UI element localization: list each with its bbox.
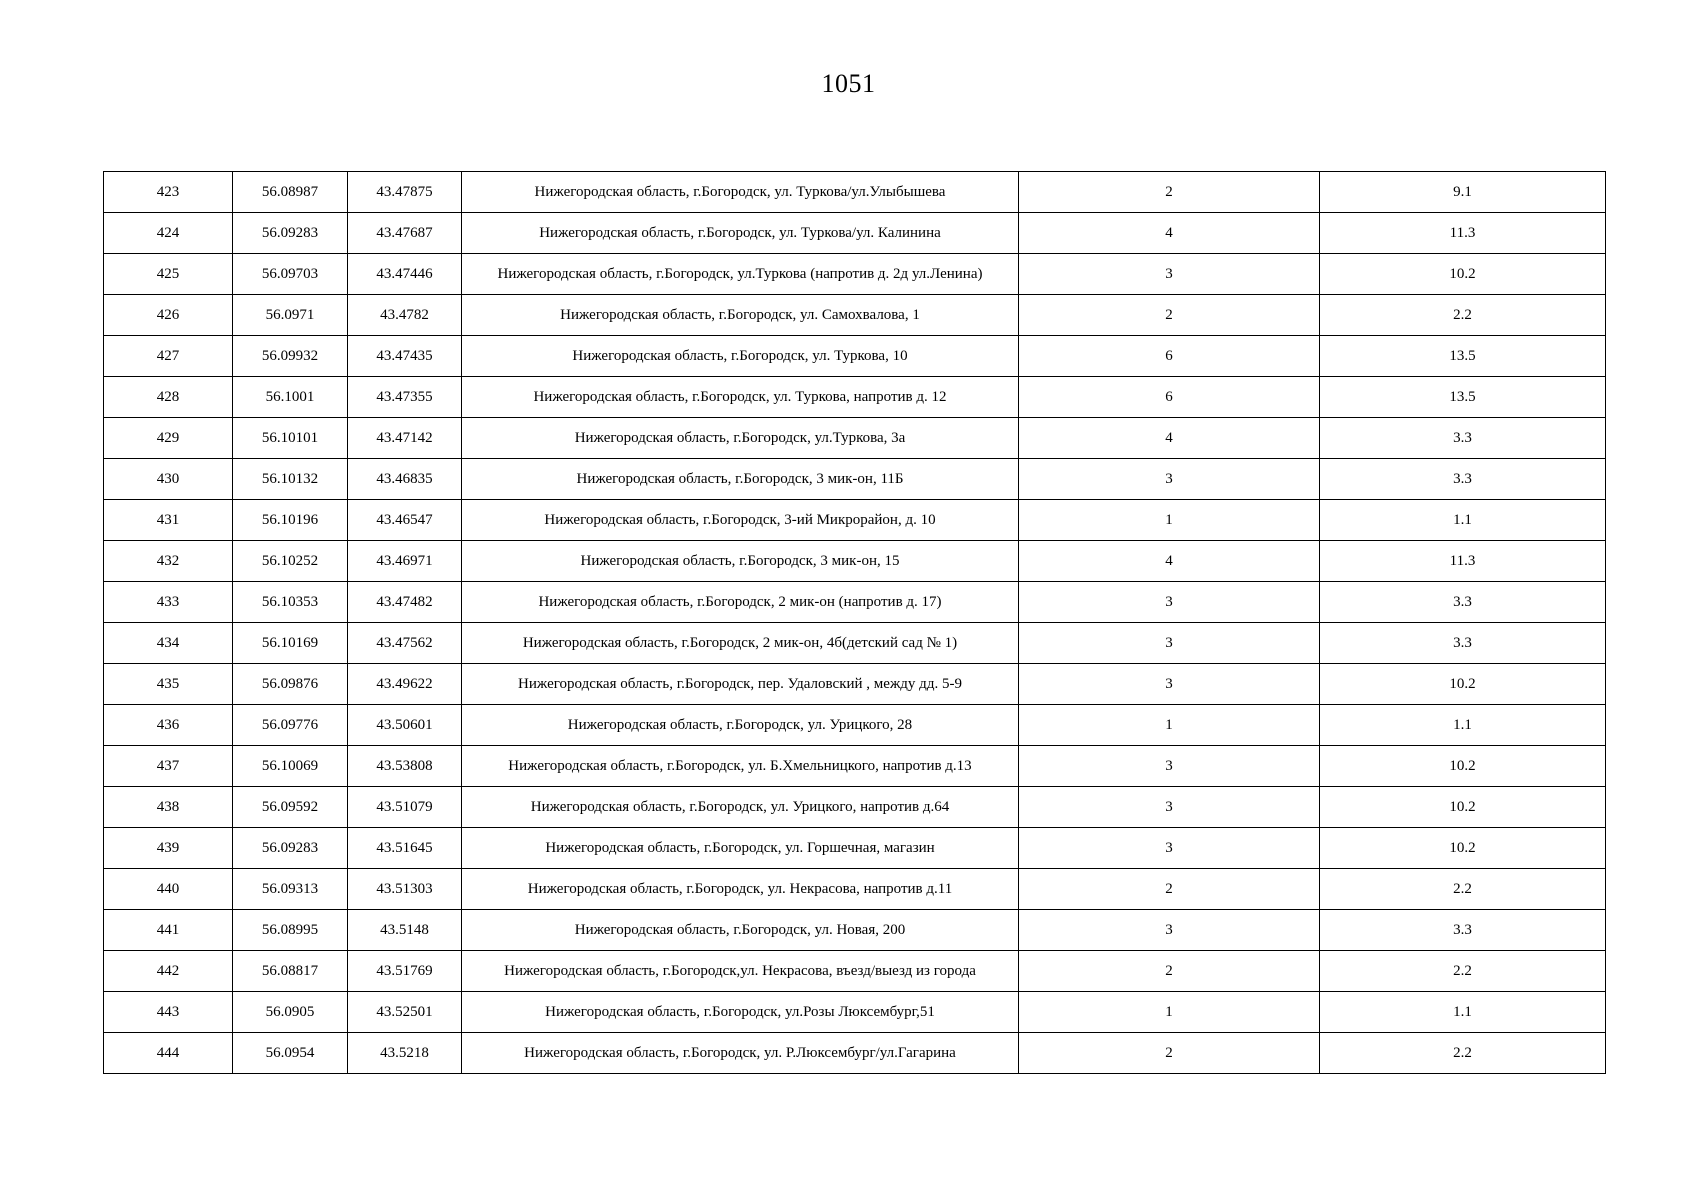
cell-count: 3 xyxy=(1019,254,1320,295)
cell-number: 434 xyxy=(104,623,233,664)
cell-longitude: 43.50601 xyxy=(348,705,462,746)
cell-number: 441 xyxy=(104,910,233,951)
cell-latitude: 56.09932 xyxy=(233,336,348,377)
cell-longitude: 43.53808 xyxy=(348,746,462,787)
cell-latitude: 56.10169 xyxy=(233,623,348,664)
cell-address: Нижегородская область, г.Богородск, ул. Горшечная, магазин xyxy=(462,828,1019,869)
cell-number: 427 xyxy=(104,336,233,377)
cell-longitude: 43.46547 xyxy=(348,500,462,541)
cell-latitude: 56.10132 xyxy=(233,459,348,500)
cell-volume: 3.3 xyxy=(1320,459,1606,500)
cell-latitude: 56.10252 xyxy=(233,541,348,582)
cell-volume: 11.3 xyxy=(1320,541,1606,582)
cell-volume: 9.1 xyxy=(1320,172,1606,213)
table-row xyxy=(104,992,1606,1033)
cell-number: 429 xyxy=(104,418,233,459)
cell-volume: 2.2 xyxy=(1320,1033,1606,1074)
cell-longitude: 43.47687 xyxy=(348,213,462,254)
cell-volume: 10.2 xyxy=(1320,828,1606,869)
cell-count: 3 xyxy=(1019,623,1320,664)
table-row xyxy=(104,459,1606,500)
cell-address: Нижегородская область, г.Богородск, ул. Туркова, напротив д. 12 xyxy=(462,377,1019,418)
cell-longitude: 43.51645 xyxy=(348,828,462,869)
cell-number: 439 xyxy=(104,828,233,869)
cell-volume: 1.1 xyxy=(1320,705,1606,746)
cell-latitude: 56.09876 xyxy=(233,664,348,705)
table-row xyxy=(104,746,1606,787)
cell-longitude: 43.4782 xyxy=(348,295,462,336)
cell-longitude: 43.46971 xyxy=(348,541,462,582)
table-row xyxy=(104,1033,1606,1074)
cell-count: 3 xyxy=(1019,910,1320,951)
cell-count: 2 xyxy=(1019,172,1320,213)
cell-number: 424 xyxy=(104,213,233,254)
cell-latitude: 56.09283 xyxy=(233,213,348,254)
cell-longitude: 43.46835 xyxy=(348,459,462,500)
cell-count: 4 xyxy=(1019,541,1320,582)
table-row xyxy=(104,910,1606,951)
table-row xyxy=(104,336,1606,377)
cell-volume: 10.2 xyxy=(1320,746,1606,787)
cell-count: 3 xyxy=(1019,582,1320,623)
cell-latitude: 56.10101 xyxy=(233,418,348,459)
cell-count: 4 xyxy=(1019,418,1320,459)
cell-number: 440 xyxy=(104,869,233,910)
cell-volume: 13.5 xyxy=(1320,336,1606,377)
cell-volume: 2.2 xyxy=(1320,869,1606,910)
cell-volume: 10.2 xyxy=(1320,664,1606,705)
table-row xyxy=(104,664,1606,705)
cell-number: 423 xyxy=(104,172,233,213)
cell-number: 426 xyxy=(104,295,233,336)
cell-address: Нижегородская область, г.Богородск, ул. Новая, 200 xyxy=(462,910,1019,951)
table-row xyxy=(104,295,1606,336)
page-number: 1051 xyxy=(821,69,876,98)
cell-count: 2 xyxy=(1019,1033,1320,1074)
table-row xyxy=(104,828,1606,869)
cell-number: 428 xyxy=(104,377,233,418)
cell-number: 430 xyxy=(104,459,233,500)
cell-latitude: 56.09703 xyxy=(233,254,348,295)
cell-longitude: 43.51079 xyxy=(348,787,462,828)
cell-count: 3 xyxy=(1019,459,1320,500)
cell-count: 4 xyxy=(1019,213,1320,254)
cell-address: Нижегородская область, г.Богородск, ул. Урицкого, 28 xyxy=(462,705,1019,746)
cell-number: 436 xyxy=(104,705,233,746)
table-row xyxy=(104,623,1606,664)
cell-number: 437 xyxy=(104,746,233,787)
cell-address: Нижегородская область, г.Богородск, 3 мик-он, 11Б xyxy=(462,459,1019,500)
cell-address: Нижегородская область, г.Богородск, 2 мик-он (напротив д. 17) xyxy=(462,582,1019,623)
table-row xyxy=(104,418,1606,459)
cell-longitude: 43.47446 xyxy=(348,254,462,295)
table-row xyxy=(104,172,1606,213)
cell-count: 2 xyxy=(1019,869,1320,910)
table-row xyxy=(104,705,1606,746)
table-row xyxy=(104,869,1606,910)
cell-latitude: 56.10069 xyxy=(233,746,348,787)
cell-longitude: 43.47875 xyxy=(348,172,462,213)
cell-volume: 2.2 xyxy=(1320,951,1606,992)
cell-longitude: 43.47355 xyxy=(348,377,462,418)
registry-table-body xyxy=(104,172,1606,1074)
cell-number: 442 xyxy=(104,951,233,992)
cell-volume: 2.2 xyxy=(1320,295,1606,336)
cell-count: 1 xyxy=(1019,705,1320,746)
cell-volume: 10.2 xyxy=(1320,787,1606,828)
table-row xyxy=(104,951,1606,992)
cell-count: 1 xyxy=(1019,500,1320,541)
cell-count: 3 xyxy=(1019,828,1320,869)
cell-number: 444 xyxy=(104,1033,233,1074)
cell-address: Нижегородская область, г.Богородск, ул. Некрасова, напротив д.11 xyxy=(462,869,1019,910)
cell-volume: 10.2 xyxy=(1320,254,1606,295)
cell-volume: 1.1 xyxy=(1320,992,1606,1033)
cell-address: Нижегородская область, г.Богородск, ул. Самохвалова, 1 xyxy=(462,295,1019,336)
cell-latitude: 56.0954 xyxy=(233,1033,348,1074)
table-row xyxy=(104,500,1606,541)
cell-latitude: 56.09313 xyxy=(233,869,348,910)
cell-longitude: 43.5148 xyxy=(348,910,462,951)
cell-latitude: 56.09283 xyxy=(233,828,348,869)
cell-latitude: 56.08995 xyxy=(233,910,348,951)
cell-address: Нижегородская область, г.Богородск, 2 мик-он, 4б(детский сад № 1) xyxy=(462,623,1019,664)
table-row xyxy=(104,787,1606,828)
cell-number: 432 xyxy=(104,541,233,582)
cell-number: 438 xyxy=(104,787,233,828)
cell-count: 6 xyxy=(1019,336,1320,377)
cell-latitude: 56.10196 xyxy=(233,500,348,541)
cell-count: 2 xyxy=(1019,951,1320,992)
cell-number: 443 xyxy=(104,992,233,1033)
cell-longitude: 43.51303 xyxy=(348,869,462,910)
cell-address: Нижегородская область, г.Богородск, ул.Туркова, 3а xyxy=(462,418,1019,459)
cell-latitude: 56.0971 xyxy=(233,295,348,336)
cell-count: 3 xyxy=(1019,664,1320,705)
cell-address: Нижегородская область, г.Богородск, ул. Р.Люксембург/ул.Гагарина xyxy=(462,1033,1019,1074)
cell-longitude: 43.47562 xyxy=(348,623,462,664)
cell-address: Нижегородская область, г.Богородск, ул. Туркова, 10 xyxy=(462,336,1019,377)
cell-latitude: 56.09776 xyxy=(233,705,348,746)
table-row xyxy=(104,254,1606,295)
registry-table xyxy=(103,171,1606,1074)
cell-number: 431 xyxy=(104,500,233,541)
cell-latitude: 56.08987 xyxy=(233,172,348,213)
cell-count: 3 xyxy=(1019,746,1320,787)
table-row xyxy=(104,213,1606,254)
cell-longitude: 43.47482 xyxy=(348,582,462,623)
cell-address: Нижегородская область, г.Богородск, ул. Туркова/ул.Улыбышева xyxy=(462,172,1019,213)
cell-count: 2 xyxy=(1019,295,1320,336)
cell-latitude: 56.08817 xyxy=(233,951,348,992)
table-row xyxy=(104,582,1606,623)
cell-longitude: 43.49622 xyxy=(348,664,462,705)
cell-number: 425 xyxy=(104,254,233,295)
cell-count: 1 xyxy=(1019,992,1320,1033)
cell-longitude: 43.52501 xyxy=(348,992,462,1033)
cell-latitude: 56.10353 xyxy=(233,582,348,623)
cell-volume: 3.3 xyxy=(1320,910,1606,951)
cell-number: 433 xyxy=(104,582,233,623)
cell-address: Нижегородская область, г.Богородск, 3-ий Микрорайон, д. 10 xyxy=(462,500,1019,541)
cell-address: Нижегородская область, г.Богородск, ул. Б.Хмельницкого, напротив д.13 xyxy=(462,746,1019,787)
cell-longitude: 43.5218 xyxy=(348,1033,462,1074)
cell-latitude: 56.1001 xyxy=(233,377,348,418)
cell-latitude: 56.09592 xyxy=(233,787,348,828)
cell-latitude: 56.0905 xyxy=(233,992,348,1033)
cell-longitude: 43.47142 xyxy=(348,418,462,459)
cell-address: Нижегородская область, г.Богородск,ул. Некрасова, въезд/выезд из города xyxy=(462,951,1019,992)
cell-count: 3 xyxy=(1019,787,1320,828)
cell-address: Нижегородская область, г.Богородск, 3 мик-он, 15 xyxy=(462,541,1019,582)
cell-count: 6 xyxy=(1019,377,1320,418)
cell-volume: 3.3 xyxy=(1320,418,1606,459)
cell-longitude: 43.51769 xyxy=(348,951,462,992)
cell-volume: 11.3 xyxy=(1320,213,1606,254)
cell-volume: 13.5 xyxy=(1320,377,1606,418)
cell-address: Нижегородская область, г.Богородск, ул. Урицкого, напротив д.64 xyxy=(462,787,1019,828)
table-row xyxy=(104,377,1606,418)
cell-address: Нижегородская область, г.Богородск, пер. Удаловский , между дд. 5-9 xyxy=(462,664,1019,705)
cell-volume: 3.3 xyxy=(1320,582,1606,623)
table-row xyxy=(104,541,1606,582)
cell-volume: 1.1 xyxy=(1320,500,1606,541)
cell-address: Нижегородская область, г.Богородск, ул.Туркова (напротив д. 2д ул.Ленина) xyxy=(462,254,1019,295)
cell-address: Нижегородская область, г.Богородск, ул. Туркова/ул. Калинина xyxy=(462,213,1019,254)
cell-longitude: 43.47435 xyxy=(348,336,462,377)
cell-number: 435 xyxy=(104,664,233,705)
cell-volume: 3.3 xyxy=(1320,623,1606,664)
cell-address: Нижегородская область, г.Богородск, ул.Розы Люксембург,51 xyxy=(462,992,1019,1033)
